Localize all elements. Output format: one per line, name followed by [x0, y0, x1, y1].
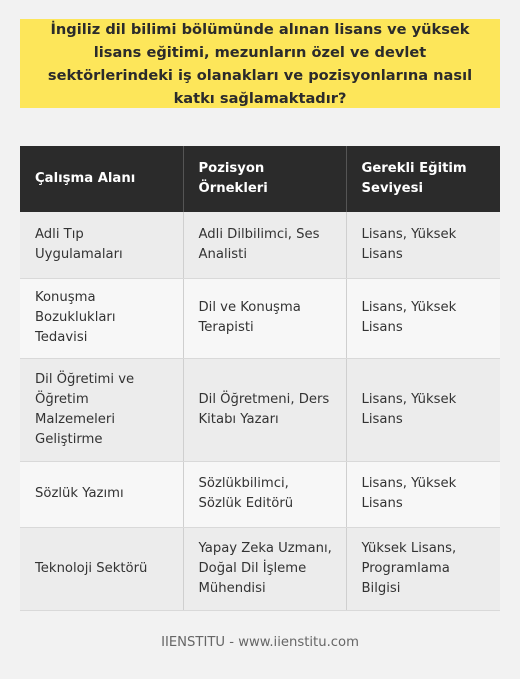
table-row [20, 461, 500, 527]
cell-field: Konuşma Bozuklukları Tedavisi [20, 278, 183, 358]
cell-education: Lisans, Yüksek Lisans [346, 358, 500, 461]
cell-field: Sözlük Yazımı [20, 461, 183, 527]
cell-field: Dil Öğretimi ve Öğretim Malzemeleri Geliştirme [20, 358, 183, 461]
cell-positions: Dil ve Konuşma Terapisti [183, 278, 346, 358]
cell-education: Lisans, Yüksek Lisans [346, 278, 500, 358]
page-title: İngiliz dil bilimi bölümünde alınan lisans ve yüksek lisans eğitimi, mezunların özel ve devlet sektörlerindeki iş olanakları ve pozisyonlarına nasıl katkı sağlamaktadır? [47, 20, 473, 107]
table-row [20, 527, 500, 610]
cell-positions: Dil Öğretmeni, Ders Kitabı Yazarı [183, 358, 346, 461]
table-row [20, 212, 500, 278]
footer-credit: IIENSTITU - www.iienstitu.com [161, 635, 359, 650]
career-table [20, 146, 500, 611]
table-row [20, 358, 500, 461]
cell-positions: Sözlükbilimci, Sözlük Editörü [183, 461, 346, 527]
table-header-row [20, 146, 500, 212]
column-header-education: Gerekli Eğitim Seviyesi [346, 146, 500, 212]
table-row [20, 278, 500, 358]
cell-positions: Adli Dilbilimci, Ses Analisti [183, 212, 346, 278]
cell-education: Lisans, Yüksek Lisans [346, 212, 500, 278]
cell-field: Adli Tıp Uygulamaları [20, 212, 183, 278]
cell-positions: Yapay Zeka Uzmanı, Doğal Dil İşleme Mühendisi [183, 527, 346, 610]
cell-field: Teknoloji Sektörü [20, 527, 183, 610]
cell-education: Lisans, Yüksek Lisans [346, 461, 500, 527]
title-banner [20, 19, 500, 108]
cell-education: Yüksek Lisans, Programlama Bilgisi [346, 527, 500, 610]
column-header-field: Çalışma Alanı [20, 146, 183, 212]
column-header-positions: Pozisyon Örnekleri [183, 146, 346, 212]
